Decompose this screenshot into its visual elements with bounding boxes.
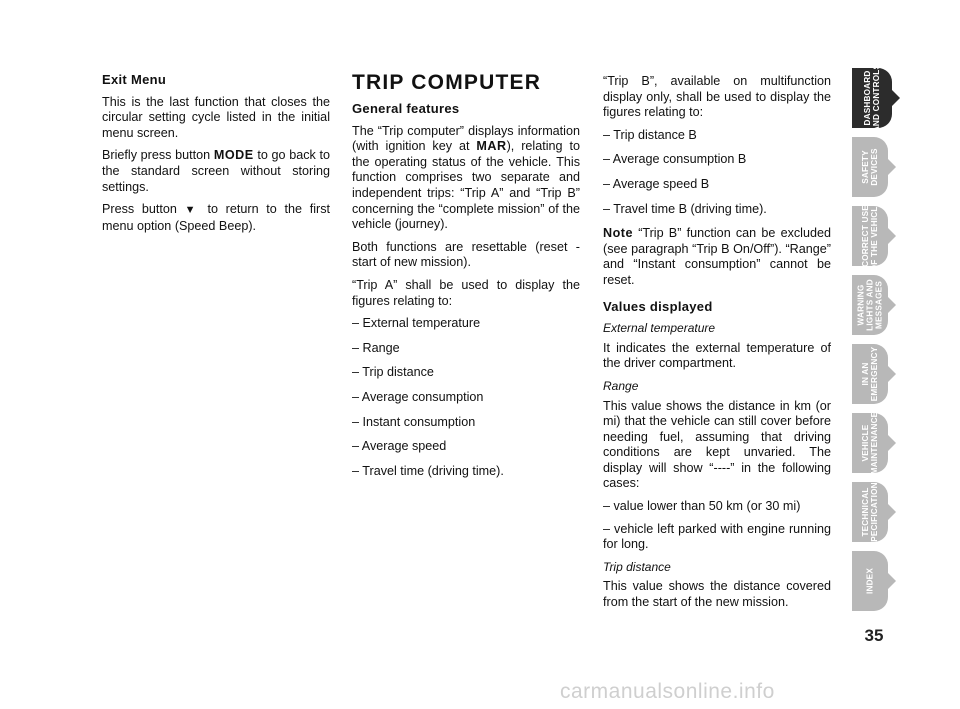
range-label: Range <box>603 378 639 393</box>
tab-pointer-icon <box>888 366 896 382</box>
column-middle <box>352 72 580 488</box>
tab-pointer-icon <box>888 435 896 451</box>
exit-menu-paragraph-1: This is the last function that closes the circular setting cycle listed in the initial menu screen. <box>102 94 330 140</box>
general-features-paragraph-3: “Trip A” shall be used to display the figures relating to: <box>352 277 580 308</box>
mode-button-label: MODE <box>213 148 254 163</box>
text-span: Press button <box>102 202 185 217</box>
trip-distance-label: Trip distance <box>603 559 671 574</box>
tab-label <box>861 477 879 548</box>
external-temperature-label: External temperature <box>603 321 716 336</box>
range-case: – vehicle left parked with engine running for long. <box>603 521 831 552</box>
trip-b-list <box>603 128 831 217</box>
list-item: – Average consumption B <box>603 152 747 167</box>
list-item: – Average speed B <box>603 176 710 191</box>
general-features-paragraph-1 <box>352 124 580 233</box>
tab-dashboard[interactable] <box>852 63 892 133</box>
tab-pointer-icon <box>888 159 896 175</box>
page-title: TRIP COMPUTER <box>352 71 542 94</box>
general-features-heading: General features <box>352 101 460 116</box>
tab-label-line: WARNING <box>856 284 866 326</box>
values-displayed-heading: Values displayed <box>603 298 713 314</box>
tab-label-line: AND CONTROLS <box>872 63 881 133</box>
tab-label-line: INDEX <box>865 567 875 595</box>
tab-label-line: EMERGENCY <box>870 346 879 402</box>
trip-distance-text: This value shows the distance covered from the start of the new mission. <box>603 579 831 610</box>
tab-pointer-icon <box>888 573 896 589</box>
list-item: – Range <box>352 340 400 355</box>
tab-technical[interactable] <box>852 476 888 548</box>
text-span: “Trip B” function can be excluded (see paragraph “Trip B On/Off”). “Range” and “Instant consumption” cannot be reset. <box>603 226 831 287</box>
list-item: – Average speed <box>352 439 447 454</box>
general-features-paragraph-2: Both functions are resettable (reset - start of new mission). <box>352 239 580 270</box>
list-item: – Trip distance B <box>603 127 697 142</box>
text-span: The “Trip computer” displays information (with ignition key at <box>352 123 580 154</box>
tab-label-line: SAFETY <box>861 150 870 184</box>
tab-warning[interactable] <box>852 275 888 335</box>
tab-label <box>861 148 879 185</box>
note-label: Note <box>603 226 633 241</box>
tab-label-line: MESSAGES <box>874 280 884 330</box>
tab-label-line: MAINTENANCE <box>870 411 879 475</box>
tab-vehicle[interactable] <box>852 413 888 473</box>
tab-label <box>861 347 879 402</box>
tab-pointer-icon <box>888 228 896 244</box>
tab-pointer-icon <box>892 90 900 106</box>
tab-label <box>857 279 884 331</box>
tab-label <box>861 412 879 475</box>
tab-label-line: CORRECT USE <box>861 205 870 267</box>
tab-pointer-icon <box>888 297 896 313</box>
list-item: – Average consumption <box>352 389 484 404</box>
page-number: 35 <box>864 626 884 645</box>
exit-menu-paragraph-3 <box>102 202 330 234</box>
tab-pointer-icon <box>888 504 896 520</box>
exit-menu-paragraph-2 <box>102 148 330 195</box>
chapter-tabs <box>852 63 927 620</box>
tab-label-line: DASHBOARD <box>863 70 872 126</box>
exit-menu-heading: Exit Menu <box>102 72 167 87</box>
text-span: to return to the first menu option (Speed Beep). <box>102 202 330 233</box>
tab-safety[interactable] <box>852 137 888 197</box>
column-left <box>102 72 330 241</box>
trip-a-list <box>352 316 580 479</box>
trip-b-paragraph: “Trip B”, available on multifunction display only, shall be used to display the figures relating to: <box>603 74 831 120</box>
tab-label <box>863 64 881 132</box>
list-item: – Travel time (driving time). <box>352 463 504 478</box>
note-paragraph <box>603 226 831 288</box>
range-text: This value shows the distance in km (or mi) that the vehicle can still cover before needing fuel, assuming that driving conditions are kept unvaried. The display will show “----” in the following cases: <box>603 398 831 491</box>
text-span: ), relating to the operating status of the vehicle. This function comprises two separate and independent trips: “Trip A” and “Trip B” concerning the “complete mission” of the vehicle (journey). <box>352 139 580 232</box>
column-right <box>603 74 831 618</box>
tab-label-line: TECHNICAL <box>861 487 870 537</box>
tab-label <box>861 201 879 272</box>
list-item: – Travel time B (driving time). <box>603 201 767 216</box>
tab-index[interactable] <box>852 551 888 611</box>
list-item: – External temperature <box>352 316 481 331</box>
external-temperature-text: It indicates the external temperature of the driver compartment. <box>603 340 831 371</box>
tab-label-line: SPECIFICATIONS <box>870 476 879 548</box>
list-item: – Trip distance <box>352 365 434 380</box>
list-item: – Instant consumption <box>352 414 476 429</box>
tab-label-line: LIGHTS AND <box>865 279 875 331</box>
tab-label-line: IN AN <box>861 362 870 386</box>
text-span: to go back to the standard screen without storing settings. <box>102 148 330 194</box>
range-case: – value lower than 50 km (or 30 mi) <box>603 499 801 514</box>
tab-label-line: VEHICLE <box>861 424 870 462</box>
watermark: carmanualsonline.info <box>560 680 775 703</box>
tab-in-an[interactable] <box>852 344 888 404</box>
tab-label-line: DEVICES <box>870 148 879 186</box>
text-span: Briefly press button <box>102 148 214 163</box>
tab-correct-use[interactable] <box>852 200 888 272</box>
tab-label-line: OF THE VEHICLE <box>870 200 879 272</box>
mar-key-label: MAR <box>476 139 507 154</box>
tab-label <box>866 568 875 594</box>
down-arrow-icon: ▼ <box>184 204 200 217</box>
